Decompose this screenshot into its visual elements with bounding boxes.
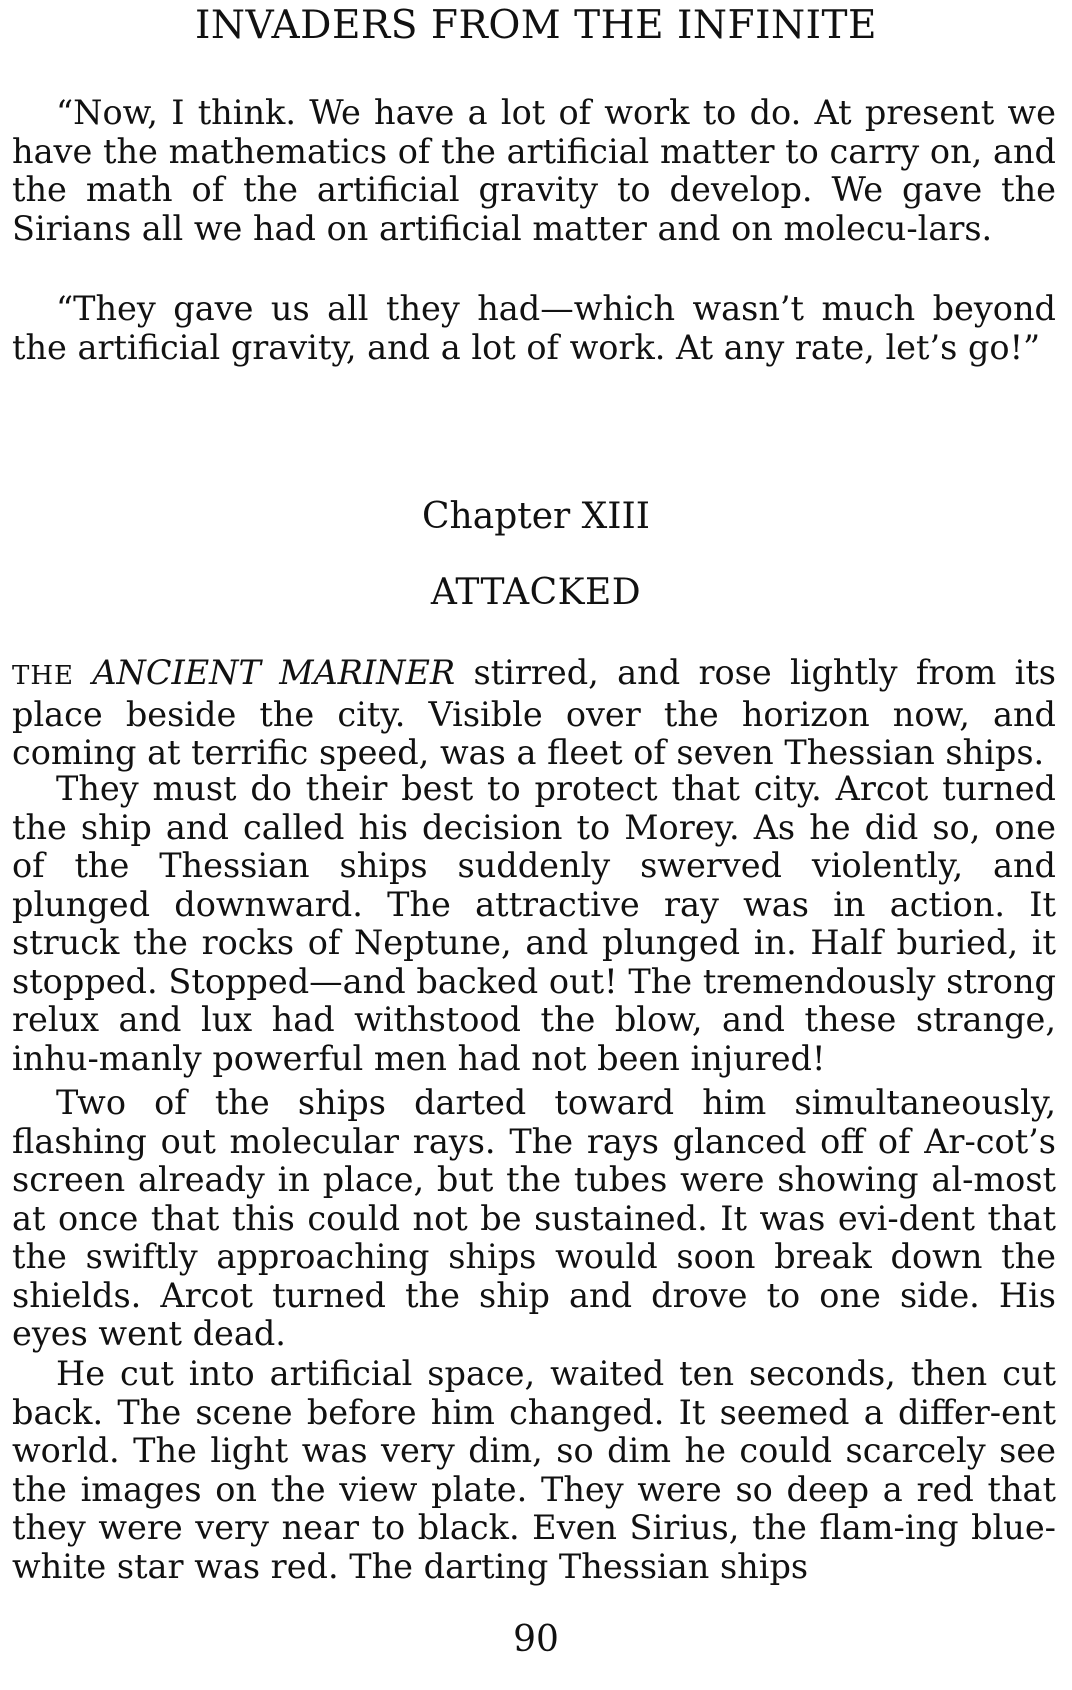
chapter-title: ATTACKED bbox=[430, 572, 642, 613]
paragraph-dialogue-2: “They gave us all they had—which wasn’t much beyond the artificial gravity, and a lot of work. At any rate, let’s go!” bbox=[12, 289, 1056, 367]
chapter-number: Chapter XIII bbox=[422, 496, 650, 537]
paragraph-body-2: Two of the ships darted toward him simultaneously, flashing out molecular rays. The rays glanced off of Ar-cot’s screen already in place, but the tubes were showing al-most at once that this could not be sustained. It was evi-dent that the swiftly approaching ships would soon break down the shields. Arcot turned the ship and drove to one side. His eyes went dead. bbox=[12, 1083, 1056, 1353]
opening-word: THE bbox=[12, 661, 74, 691]
paragraph-body-1: They must do their best to protect that city. Arcot turned the ship and called his decision to Morey. As he did so, one of the Thessian ships suddenly swerved violently, and plunged downward. The attractive ray was in action. It struck the rocks of Neptune, and plunged in. Half buried, it stopped. Stopped—and backed out! The tremendously strong relux and lux had withstood the blow, and these strange, inhu-manly powerful men had not been injured! bbox=[12, 769, 1056, 1078]
ship-name: ANCIENT MARINER bbox=[92, 653, 456, 692]
running-head: INVADERS FROM THE INFINITE bbox=[194, 3, 878, 48]
paragraph-body-3: He cut into artificial space, waited ten seconds, then cut back. The scene before him changed. It seemed a differ-ent world. The light was very dim, so dim he could scarcely see the images on the view plate. They were so deep a red that they were very near to black. Even Sirius, the flam-ing blue-white star was red. The darting Thessian ships bbox=[12, 1354, 1056, 1586]
opening-paragraph bbox=[12, 654, 1056, 773]
paragraph-dialogue-1: “Now, I think. We have a lot of work to do. At present we have the mathematics of the artificial matter to carry on, and the math of the artificial gravity to develop. We gave the Sirians all we had on artificial matter and on molecu-lars. bbox=[12, 93, 1056, 248]
page-number: 90 bbox=[513, 1619, 559, 1660]
opening-text: stirred, and rose lightly from its place beside the city. Visible over the horizon now, and coming at terrific speed, was a fleet of seven Thessian ships. bbox=[12, 653, 1056, 772]
